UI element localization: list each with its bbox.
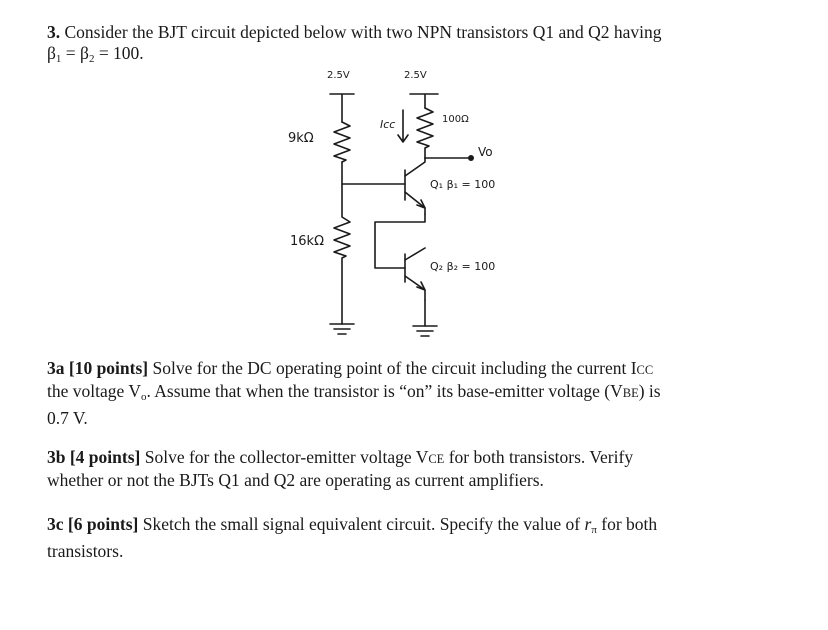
resistor-100-label: 100Ω [442,114,469,125]
part-b-text-3: whether or not the BJTs Q1 and Q2 are operating as current amplifiers. [47,470,544,490]
vce-subscript: CE [428,452,445,466]
beta-value: = 100. [94,43,144,63]
icc-label: Icc [380,118,396,131]
q1-transistor [405,158,425,214]
vbe-subscript: BE [622,386,639,400]
part-a-text-4: ) is [638,381,661,401]
resistor-100 [417,108,433,158]
resistor-9k [334,122,350,162]
part-c-text-1: Sketch the small signal equivalent circuit. Specify the value of [138,514,585,534]
part-c-text-3: transistors. [47,541,124,561]
part-a-text-3: . Assume that when the transistor is “on” its base-emitter voltage (V [146,381,623,401]
vo-label: Vo [478,145,493,159]
resistor-9k-label: 9kΩ [288,131,314,146]
resistor-16k [334,184,350,324]
right-ground-symbol [413,326,437,336]
part-b-text-1: Solve for the collector-emitter voltage V [140,447,429,467]
part-a-text-1: Solve for the DC operating point of the circuit including the current I [148,358,637,378]
part-c-label: 3c [6 points] [47,514,139,534]
icc-subscript: CC [636,363,654,377]
vo-output-node [468,155,474,161]
part-c [47,514,747,562]
left-ground-symbol [330,324,354,334]
question-number: 3. [47,22,61,42]
beta-equality: = β [61,43,89,63]
q1-base-wire [342,162,405,184]
beta-2-subscript: 2 [88,53,95,65]
bjt-circuit-diagram [270,62,540,342]
part-b [47,447,747,491]
q1-label: Q₁ β₁ = 100 [430,178,496,191]
resistor-16k-label: 16kΩ [290,234,325,249]
icc-arrow-icon [398,110,408,142]
question-intro-text: Consider the BJT circuit depicted below with two NPN transistors Q1 and Q2 having [64,22,662,42]
beta-1-symbol: β [47,43,56,63]
part-c-text-2: for both [596,514,658,534]
left-supply-rail [330,94,354,122]
q2-label: Q₂ β₂ = 100 [430,260,496,273]
right-supply-rail [410,94,438,108]
part-a [47,358,747,429]
beta-1-subscript: 1 [55,53,62,65]
part-a-label: 3a [10 points] [47,358,149,378]
r-pi-subscript: π [591,524,597,536]
vo-subscript: o [140,391,147,403]
part-b-label: 3b [4 points] [47,447,141,467]
left-supply-label: 2.5V [327,70,350,81]
right-supply-label: 2.5V [404,70,427,81]
r-pi-symbol: r [584,514,592,534]
q2-transistor [405,248,425,300]
part-a-text-2: the voltage V [47,381,141,401]
q1-emitter-to-q2-base-wire [375,214,425,268]
part-a-text-5: 0.7 V. [47,408,88,428]
part-b-text-2: for both transistors. Verify [444,447,634,467]
